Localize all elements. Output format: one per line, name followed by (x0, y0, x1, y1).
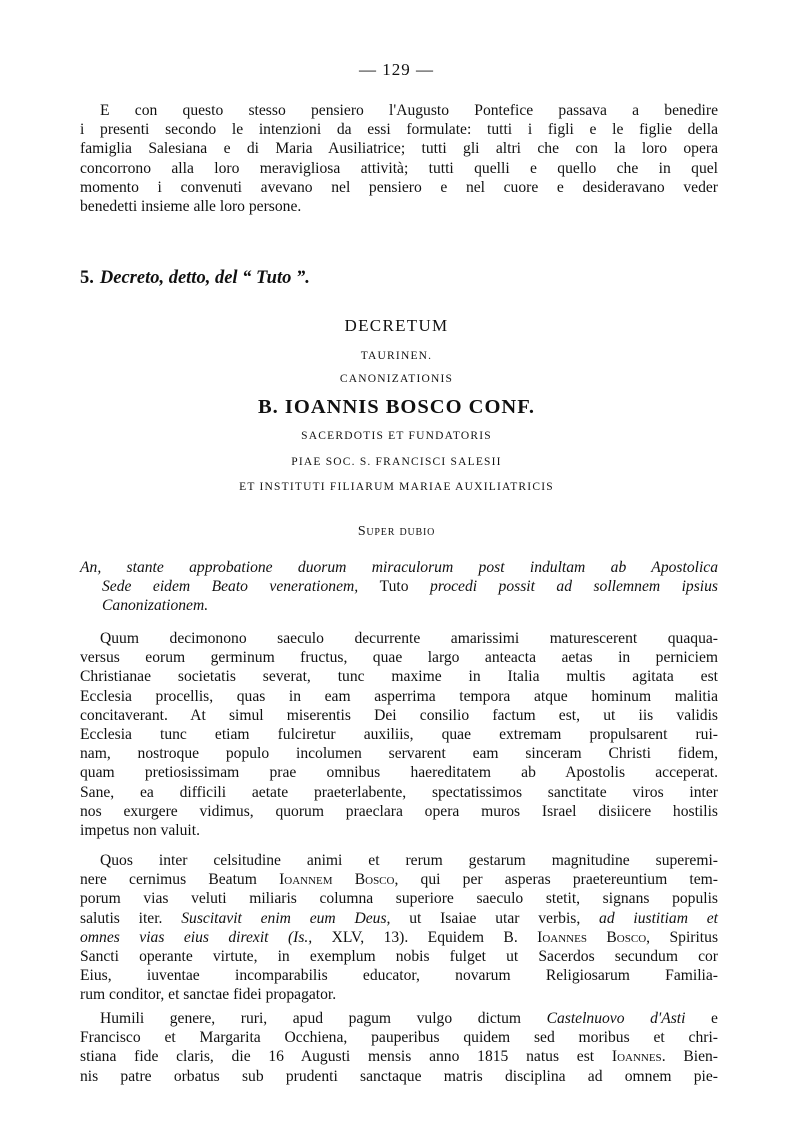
text-line: Francisco et Margarita Occhiena, pauperibus quidem sed moribus et chri- (80, 1029, 718, 1047)
text-line: porum vias veluti miliaris columna superiore saeculo stetit, signans populis (80, 890, 718, 908)
text-line: nis patre orbatus sub prudenti sanctaque matris disciplina ad omnem pie- (80, 1067, 718, 1085)
section-heading (80, 268, 310, 289)
text-line: benedetti insieme alle loro persone. (80, 198, 302, 216)
decree-society: PIAE SOC. S. FRANCISCI SALESII (291, 456, 502, 468)
text-line: E con questo stesso pensiero l'Augusto Pontefice passava a benedire (100, 102, 718, 119)
body-paragraph-1 (80, 629, 718, 840)
text-line: Sancti operante virtute, in exemplum nobis fulget ut Sacerdos secundum cor (80, 948, 718, 966)
text-line: Eius, iuventae incomparabilis educator, novarum Religiosarum Familia- (80, 967, 718, 985)
decree-diocese: TAURINEN. (360, 350, 433, 362)
text-line: Quos inter celsitudine animi et rerum gestarum magnitudine superemi- (100, 852, 718, 869)
text-line: Quum decimonono saeculo decurrente amarissimi maturescerent quaqua- (100, 630, 718, 647)
text-line: momento i convenuti avevano nel pensiero e nel cuore e desideravano veder (80, 178, 718, 196)
text-line: concitaverant. At simul miserentis Dei consilio factum est, ut iis validis (80, 706, 718, 724)
decree-question (80, 558, 718, 616)
decree-saint-name: B. IOANNIS BOSCO CONF. (258, 396, 535, 418)
text-line: stiana fide claris, die 16 Augusti mensis anno 1815 natus est Ioannes. Bien- (80, 1048, 718, 1066)
question-line: Sede eidem Beato venerationem, Tuto procedi possit ad sollemnem ipsius (102, 578, 718, 596)
question-line: Canonizationem. (102, 597, 209, 615)
question-line: An, stante approbatione duorum miraculorum post indultam ab Apostolica (80, 559, 718, 576)
decree-institute: ET INSTITUTI FILIARUM MARIAE AUXILIATRICIS (239, 481, 554, 493)
text-line: nam, nostroque populo incolumen servarent eam sinceram Christi fidem, (80, 745, 718, 763)
text-line: i presenti secondo le intenzioni da essi formulate: tutti i figli e le figlie della (80, 121, 718, 139)
text-line: rum conditor, et sanctae fidei propagator. (80, 986, 337, 1004)
super-dubio-heading: Super dubio (357, 524, 436, 539)
text-line: omnes vias eius direxit (Is., XLV, 13). Equidem B. Ioannes Bosco, Spiritus (80, 928, 719, 946)
text-line: impetus non valuit. (80, 822, 200, 840)
text-line: versus eorum germinum fructus, quae largo anteacta aetas in perniciem (80, 649, 718, 667)
text-line: salutis iter. Suscitavit enim eum Deus, ut Isaiae utar verbis, ad iustitiam et (80, 909, 719, 927)
text-line: nos exurgere vidimus, quorum praeclara opera muros Israel disiicere hostilis (80, 802, 718, 820)
text-line: Sane, ea difficili aetate praeterlabente, spectatissimos sanctitate viros inter (80, 783, 718, 801)
text-line: nere cernimus Beatum Ioannem Bosco, qui per asperas praetereuntium tem- (80, 871, 718, 889)
decree-title: DECRETUM (344, 316, 449, 335)
text-line: quam pretiosissimam prae omnibus haereditatem ab Apostolis acceperat. (80, 764, 718, 782)
text-line: Christianae societatis severat, tunc maxime in Italia multis agitata est (80, 668, 718, 686)
decree-cause: CANONIZATIONIS (339, 373, 454, 385)
section-number: 5. (80, 268, 94, 288)
section-title: Decreto, detto, del “ Tuto ”. (99, 268, 310, 288)
intro-paragraph (80, 101, 718, 216)
body-paragraph-2 (80, 851, 718, 1005)
page-number: — 129 — (359, 60, 434, 79)
body-paragraph-3 (80, 1009, 718, 1086)
text-line: Ecclesia tunc etiam fulciretur auxiliis, quae extremam propulsarent rui- (80, 726, 718, 744)
text-line: Humili genere, ruri, apud pagum vulgo dictum Castelnuovo d'Asti e (100, 1010, 718, 1027)
text-line: concorrono alla loro meravigliosa attività; tutti quelli e quello che in quel (80, 159, 718, 177)
text-line: famiglia Salesiana e di Maria Ausiliatrice; tutti gli altri che con la loro opera (80, 140, 718, 158)
text-line: Ecclesia procellis, quas in eam asperrima tempora atque hominum malitia (80, 687, 718, 705)
decree-role: SACERDOTIS ET FUNDATORIS (301, 430, 492, 442)
